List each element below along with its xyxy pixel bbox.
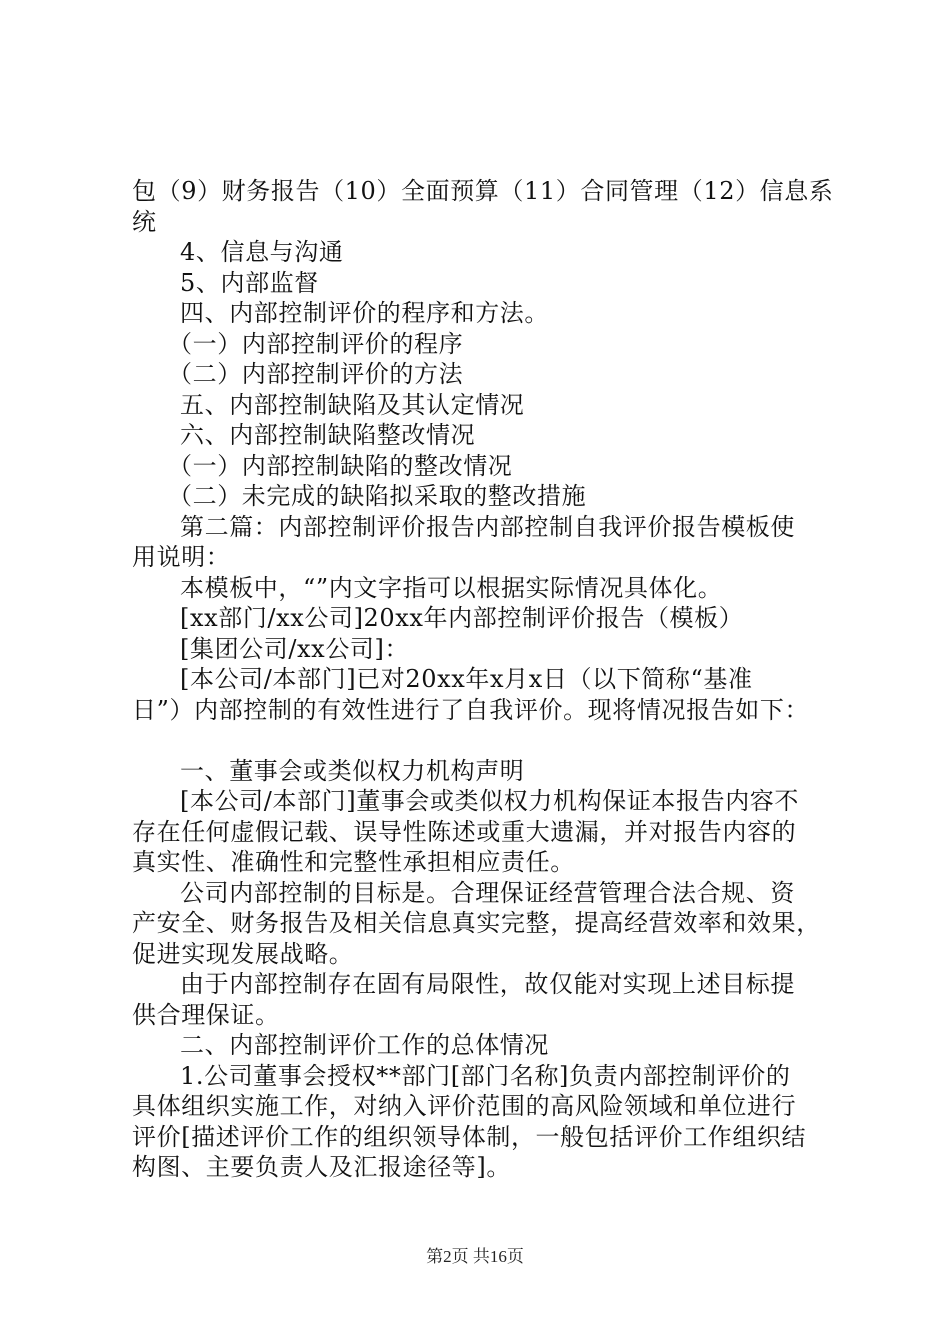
text-line: 用说明： (132, 543, 231, 571)
text-line: 二、内部控制评价工作的总体情况 (180, 1031, 549, 1059)
text-line: （一）内部控制缺陷的整改情况 (168, 451, 513, 480)
blank-line (132, 725, 832, 756)
text-line: （二）未完成的缺陷拟采取的整改措施 (168, 482, 587, 510)
text-line: 统 (132, 207, 157, 236)
text-line: 包（9）财务报告（10）全面预算（11）合同管理（12）信息系 (132, 177, 834, 205)
text-line: 评价[描述评价工作的组织领导体制，一般包括评价工作组织结 (132, 1122, 807, 1151)
text-line: 4、信息与沟通 (180, 238, 344, 266)
text-line: （一）内部控制评价的程序 (168, 329, 464, 358)
text-line: 具体组织实施工作，对纳入评价范围的高风险领域和单位进行 (132, 1092, 797, 1120)
text-line: 1.公司董事会授权**部门[部门名称]负责内部控制评价的 (180, 1061, 791, 1090)
text-line: 公司内部控制的目标是。合理保证经营管理合法合规、资 (180, 878, 795, 907)
text-line: （二）内部控制评价的方法 (168, 360, 464, 388)
text-line: 由于内部控制存在固有局限性，故仅能对实现上述目标提 (180, 970, 795, 998)
document-body (132, 176, 832, 1183)
text-line: 真实性、准确性和完整性承担相应责任。 (132, 848, 575, 876)
text-line: 促进实现发展战略。 (132, 939, 354, 968)
text-line: 存在任何虚假记载、误导性陈述或重大遗漏，并对报告内容的 (132, 817, 797, 846)
text-line: 五、内部控制缺陷及其认定情况 (180, 390, 525, 419)
text-line: 第二篇：内部控制评价报告内部控制自我评价报告模板使 (180, 512, 795, 541)
page-footer: 第2页 共16页 (426, 1247, 524, 1266)
text-line: 六、内部控制缺陷整改情况 (180, 421, 476, 449)
text-line: 一、董事会或类似权力机构声明 (180, 756, 525, 785)
text-line: 构图、主要负责人及汇报途径等]。 (132, 1153, 511, 1181)
text-line: 产安全、财务报告及相关信息真实完整，提高经营效率和效果， (132, 909, 821, 937)
text-line: 日”）内部控制的有效性进行了自我评价。现将情况报告如下： (132, 695, 810, 724)
text-line: [本公司/本部门]董事会或类似权力机构保证本报告内容不 (180, 787, 800, 815)
text-line: [集团公司/xx公司]： (180, 634, 410, 663)
text-line: [本公司/本部门]已对20xx年x月x日（以下简称“基准 (180, 665, 753, 693)
text-line: 四、内部控制评价的程序和方法。 (180, 299, 549, 327)
text-line: [xx部门/xx公司]20xx年内部控制评价报告（模板） (180, 604, 744, 632)
text-line: 本模板中，“”内文字指可以根据实际情况具体化。 (180, 573, 723, 602)
text-line: 供合理保证。 (132, 1000, 280, 1029)
text-line: 5、内部监督 (180, 268, 319, 297)
